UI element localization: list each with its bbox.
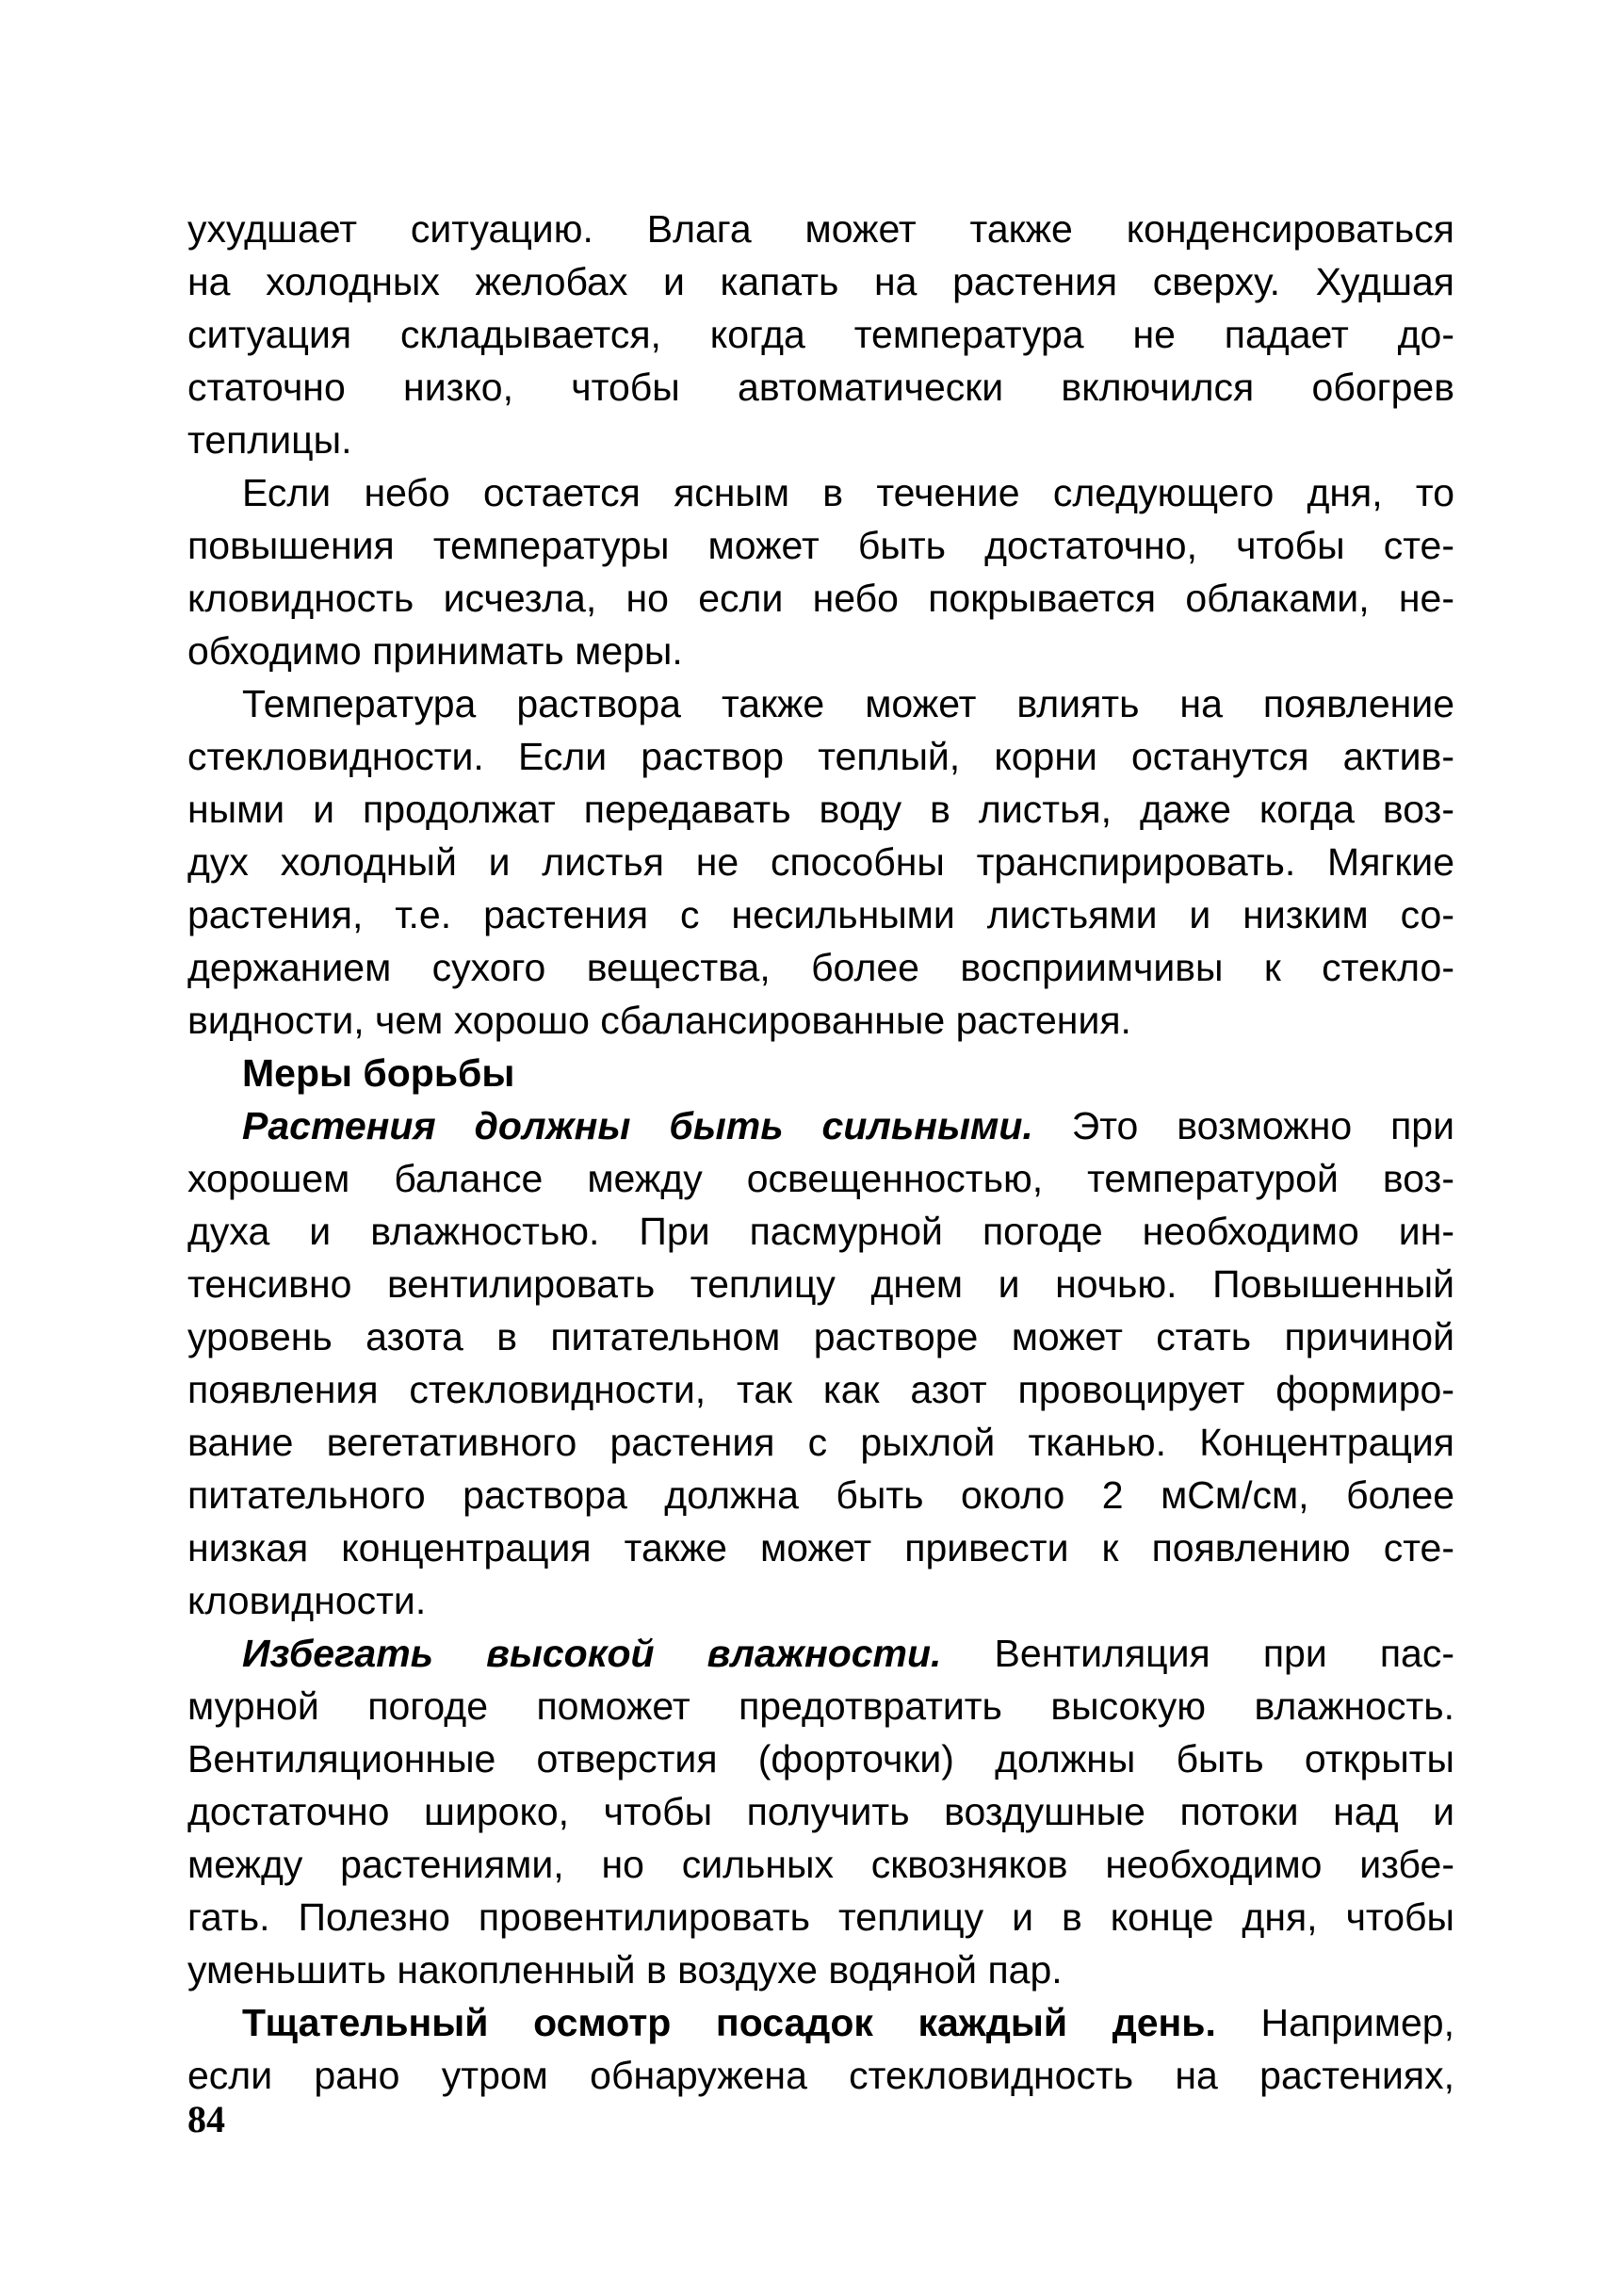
paragraph [187, 677, 1454, 1047]
text-line: вание вегетативного растения с рыхлой тканью. Концентрация [187, 1421, 1454, 1464]
text-line: обходимо принимать меры. [187, 629, 683, 673]
text-line: статочно низко, чтобы автоматически включился обогрев [187, 366, 1454, 409]
text-line: появления стекловидности, так как азот провоцирует формиро- [187, 1368, 1454, 1411]
text-line: Температура раствора также может влиять на появление [242, 682, 1454, 725]
section-heading [187, 1047, 1454, 1099]
paragraph [187, 1099, 1454, 1627]
text-line: Вентиляционные отверстия (форточки) должны быть открыты [187, 1737, 1454, 1781]
text-line: духа и влажностью. При пасмурной погоде необходимо ин- [187, 1210, 1454, 1253]
paragraph [187, 203, 1454, 466]
text-line: мурной погоде поможет предотвратить высокую влажность. [187, 1684, 1454, 1728]
text-line: достаточно широко, чтобы получить воздушные потоки над и [187, 1790, 1454, 1833]
text-line: между растениями, но сильных сквозняков необходимо избе- [187, 1843, 1454, 1886]
line-text: Например, [1215, 2001, 1454, 2044]
page-body [187, 203, 1454, 2102]
text-line: уровень азота в питательном растворе может стать причиной [187, 1315, 1454, 1358]
lead-phrase: Избегать высокой влажности. [242, 1632, 942, 1675]
text-line: питательного раствора должна быть около 2 мСм/см, более [187, 1473, 1454, 1517]
text-line [187, 1996, 1454, 2049]
text-line: повышения температуры может быть достаточно, чтобы сте- [187, 524, 1454, 567]
paragraph [187, 1996, 1454, 2102]
text-line: ситуация складывается, когда температура не падает до- [187, 313, 1454, 356]
text-line [187, 1627, 1454, 1680]
text-line: дух холодный и листья не способны транспирировать. Мягкие [187, 840, 1454, 884]
paragraph [187, 1627, 1454, 1996]
text-line: если рано утром обнаружена стекловидность на растениях, [187, 2054, 1454, 2097]
text-line [187, 1099, 1454, 1152]
text-line: Если небо остается ясным в течение следующего дня, то [242, 471, 1454, 514]
text-line: стекловидности. Если раствор теплый, корни останутся актив- [187, 735, 1454, 778]
text-line: ными и продолжат передавать воду в листья, даже когда воз- [187, 788, 1454, 831]
line-text: Вентиляция при пас- [941, 1632, 1454, 1675]
text-line: растения, т.е. растения с несильными листьями и низким со- [187, 893, 1454, 936]
text-line: низкая концентрация также может привести к появлению сте- [187, 1526, 1454, 1569]
text-line: хорошем балансе между освещенностью, температурой воз- [187, 1157, 1454, 1200]
text-line: кловидность исчезла, но если небо покрывается облаками, не- [187, 577, 1454, 620]
text-line: на холодных желобах и капать на растения сверху. Худшая [187, 260, 1454, 303]
text-line: ухудшает ситуацию. Влага может также конденсироваться [187, 207, 1454, 251]
paragraph [187, 466, 1454, 677]
text-line: держанием сухого вещества, более восприимчивы к стекло- [187, 946, 1454, 989]
text-line: кловидности. [187, 1579, 427, 1622]
text-line: уменьшить накопленный в воздухе водяной пар. [187, 1948, 1063, 1992]
text-line: теплицы. [187, 418, 352, 462]
text-line: видности, чем хорошо сбалансированные растения. [187, 999, 1131, 1042]
text-line: тенсивно вентилировать теплицу днем и ночью. Повышенный [187, 1262, 1454, 1306]
line-text: Это возможно при [1032, 1104, 1454, 1147]
text-line: гать. Полезно провентилировать теплицу и в конце дня, чтобы [187, 1895, 1454, 1939]
text-line: Меры борьбы [242, 1051, 515, 1095]
lead-phrase: Тщательный осмотр посадок каждый день. [242, 2001, 1216, 2044]
page-number: 84 [187, 2098, 225, 2140]
lead-phrase: Растения должны быть сильными. [242, 1104, 1033, 1147]
